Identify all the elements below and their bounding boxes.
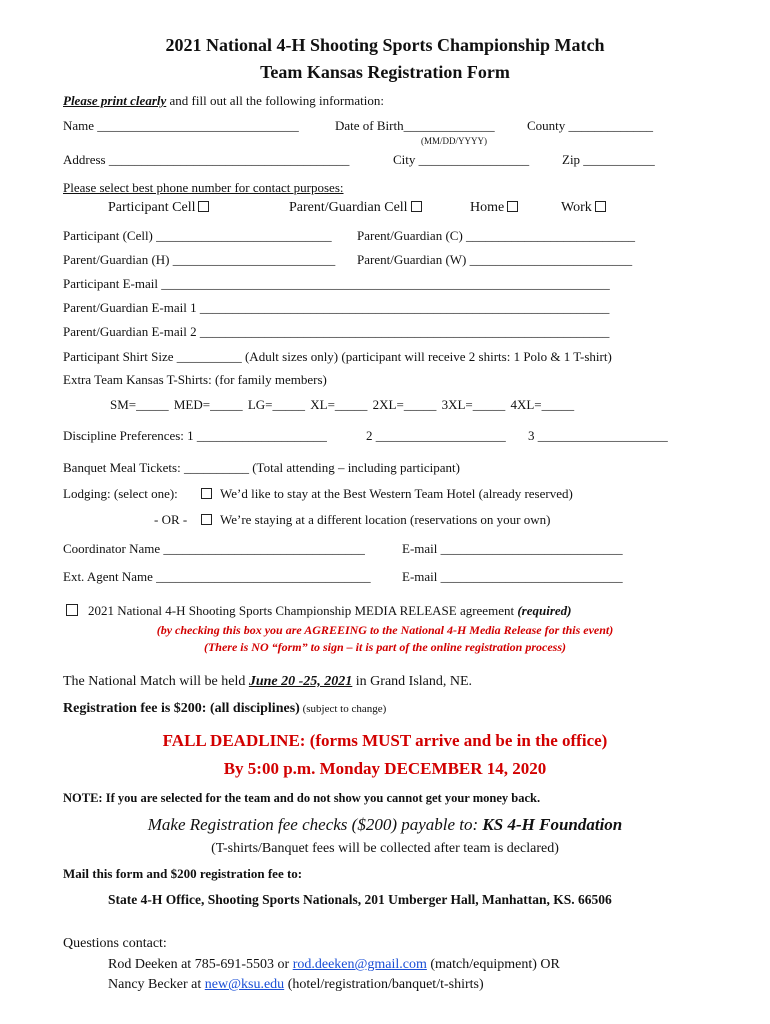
- shirt-size-field[interactable]: Participant Shirt Size __________ (Adult sizes only) (participant will receive 2 shirts: 1 Polo & 1 T-shirt): [63, 349, 612, 364]
- media-release-checkbox[interactable]: [66, 604, 78, 616]
- media-release-text: 2021 National 4-H Shooting Sports Championship MEDIA RELEASE agreement: [88, 603, 518, 618]
- checkbox[interactable]: [595, 201, 606, 212]
- phone-prompt: Please select best phone number for contact purposes:: [63, 180, 344, 195]
- registration-fee: [63, 701, 386, 717]
- media-release-note1: (by checking this box you are AGREEING to the National 4-H Media Release for this event): [156, 623, 614, 637]
- fee-note: (subject to change): [299, 703, 387, 715]
- mail-label: Mail this form and $200 registration fee to:: [63, 866, 303, 881]
- discipline-pref-3[interactable]: 3 ____________________: [528, 428, 668, 443]
- lodging-option-label: We’re staying at a different location (reservations on your own): [220, 512, 551, 527]
- contact-nancy-text: Nancy Becker at: [108, 977, 205, 992]
- checkbox[interactable]: [201, 514, 212, 525]
- media-release-note2: (There is NO “form” to sign – it is part of the online registration process): [203, 640, 567, 654]
- form-title-line1: 2021 National 4-H Shooting Sports Championship Match: [165, 35, 605, 55]
- form-title-line2: Team Kansas Registration Form: [260, 62, 510, 82]
- checks-payee: KS 4-H Foundation: [482, 815, 623, 834]
- parent-work-field[interactable]: Parent/Guardian (W) _________________________: [357, 252, 633, 267]
- contact-nancy: [108, 977, 484, 993]
- media-release-row[interactable]: [66, 603, 572, 619]
- lodging-or: - OR -: [154, 512, 188, 527]
- phone-option-label: Parent/Guardian Cell: [289, 200, 408, 215]
- mail-address: State 4-H Office, Shooting Sports Nationals, 201 Umberger Hall, Manhattan, KS. 66506: [108, 892, 612, 907]
- discipline-pref-1[interactable]: Discipline Preferences: 1 ____________________: [63, 428, 327, 443]
- phone-option-label: Participant Cell: [108, 200, 196, 215]
- county-field[interactable]: County _____________: [527, 118, 654, 133]
- city-field[interactable]: City _________________: [393, 152, 530, 167]
- dob-field[interactable]: Date of Birth______________: [335, 118, 495, 133]
- banquet-tickets-field[interactable]: Banquet Meal Tickets: __________ (Total attending – including participant): [63, 460, 460, 475]
- discipline-pref-2[interactable]: 2 ____________________: [366, 428, 506, 443]
- lodging-option-other[interactable]: [201, 512, 550, 528]
- match-info-pre: The National Match will be held: [63, 674, 249, 689]
- fee-amount: Registration fee is $200: (all disciplines): [63, 701, 300, 716]
- participant-email-field[interactable]: Participant E-mail _____________________________________________________________________: [63, 276, 610, 291]
- tshirt-note: (T-shirts/Banquet fees will be collected after team is declared): [211, 841, 559, 856]
- address-field[interactable]: Address _____________________________________: [63, 152, 350, 167]
- dob-format-hint: (MM/DD/YYYY): [421, 136, 487, 146]
- contact-nancy-email-link[interactable]: new@ksu.edu: [204, 977, 285, 992]
- deadline-line1: FALL DEADLINE: (forms MUST arrive and be in the office): [162, 731, 608, 750]
- parent-email1-field[interactable]: Parent/Guardian E-mail 1 _______________________________________________________________: [63, 300, 610, 315]
- refund-note: NOTE: If you are selected for the team and do not show you cannot get your money back.: [63, 791, 541, 805]
- contact-rod: [108, 957, 560, 973]
- intro-emphasis: Please print clearly: [63, 93, 167, 108]
- questions-label: Questions contact:: [63, 936, 167, 951]
- match-location: in Grand Island, NE.: [352, 674, 473, 689]
- match-dates: June 20 -25, 2021: [248, 674, 353, 689]
- lodging-label: Lodging: (select one):: [63, 486, 178, 501]
- checkbox[interactable]: [411, 201, 422, 212]
- contact-nancy-role: (hotel/registration/banquet/t-shirts): [284, 977, 484, 992]
- agent-name-field[interactable]: Ext. Agent Name _________________________________: [63, 569, 371, 584]
- extra-shirt-sizes-fields[interactable]: SM=_____ MED=_____ LG=_____ XL=_____ 2XL=_____ 3XL=_____ 4XL=_____: [110, 397, 575, 412]
- extra-shirts-label: Extra Team Kansas T-Shirts: (for family members): [63, 372, 327, 387]
- phone-option-label: Work: [561, 200, 592, 215]
- match-info: [63, 674, 472, 690]
- lodging-option-label: We’d like to stay at the Best Western Team Hotel (already reserved): [220, 486, 573, 501]
- phone-option-home[interactable]: [470, 200, 518, 216]
- checkbox[interactable]: [507, 201, 518, 212]
- checkbox[interactable]: [201, 488, 212, 499]
- phone-option-participant-cell[interactable]: [108, 200, 209, 216]
- phone-option-parent-cell[interactable]: [289, 200, 422, 216]
- checkbox[interactable]: [198, 201, 209, 212]
- parent-email2-field[interactable]: Parent/Guardian E-mail 2 _______________________________________________________________: [63, 324, 610, 339]
- name-field[interactable]: Name _______________________________: [63, 118, 299, 133]
- agent-email-field[interactable]: E-mail ____________________________: [402, 569, 623, 584]
- checks-payable: [0, 815, 770, 835]
- intro-text: [63, 93, 384, 109]
- intro-rest: and fill out all the following information:: [166, 93, 384, 108]
- deadline-line2: By 5:00 p.m. Monday DECEMBER 14, 2020: [223, 759, 547, 778]
- contact-rod-role: (match/equipment) OR: [426, 957, 560, 972]
- phone-option-label: Home: [470, 200, 505, 215]
- contact-rod-email-link[interactable]: rod.deeken@gmail.com: [292, 957, 427, 972]
- lodging-option-team-hotel[interactable]: [201, 486, 573, 502]
- parent-home-field[interactable]: Parent/Guardian (H) _________________________: [63, 252, 336, 267]
- zip-field[interactable]: Zip ___________: [562, 152, 655, 167]
- checks-payable-text: Make Registration fee checks ($200) payable to:: [147, 815, 483, 834]
- phone-option-work[interactable]: [561, 200, 606, 216]
- parent-cell-field[interactable]: Parent/Guardian (C) __________________________: [357, 228, 636, 243]
- participant-cell-field[interactable]: Participant (Cell) ___________________________: [63, 228, 332, 243]
- coordinator-name-field[interactable]: Coordinator Name _______________________________: [63, 541, 365, 556]
- contact-rod-text: Rod Deeken at 785-691-5503 or: [108, 957, 293, 972]
- coordinator-email-field[interactable]: E-mail ____________________________: [402, 541, 623, 556]
- media-release-required: (required): [517, 603, 572, 618]
